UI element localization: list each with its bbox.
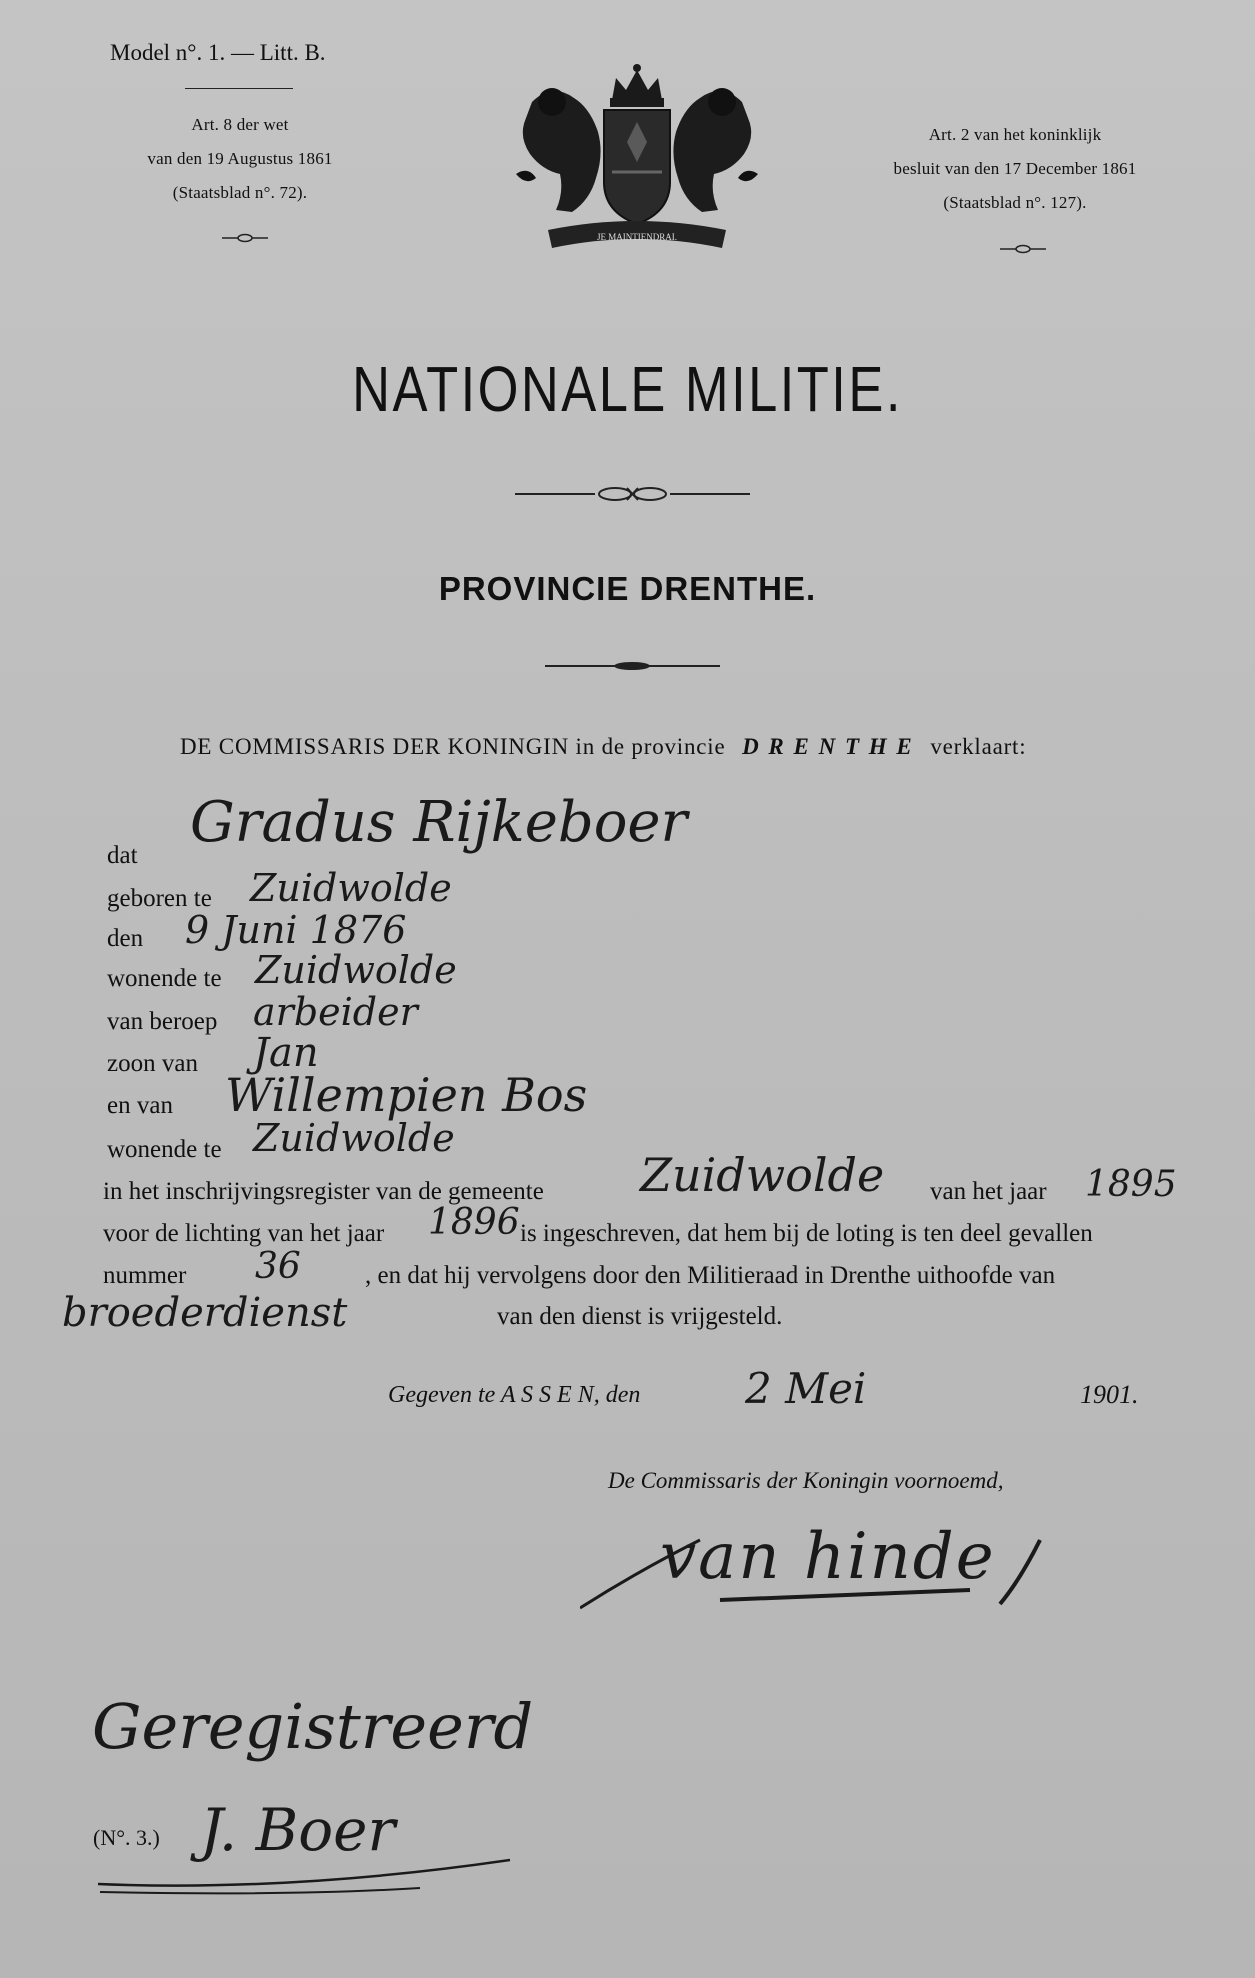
divider (185, 88, 293, 89)
intro-part2: verklaart: (930, 734, 1027, 759)
intro-province: D R E N T H E (742, 734, 914, 759)
flourish-icon (998, 243, 1048, 255)
geboren-label: geboren te (107, 885, 212, 912)
wonende2-value: Zuidwolde (253, 1116, 455, 1160)
intro-part1: DE COMMISSARIS DER KONINGIN in de provincie (180, 734, 726, 759)
reden-value: broederdienst (62, 1290, 348, 1336)
right-ref-line: (Staatsblad n°. 127). (943, 193, 1087, 212)
zoon-value: Jan (253, 1030, 319, 1076)
page-title: NATIONALE MILITIE. (352, 353, 903, 425)
closing-date: 2 Mei (745, 1364, 867, 1413)
lichting-rest: is ingeschreven, dat hem bij de loting is ten deel gevallen (520, 1220, 1093, 1247)
geregistreerd-text: Geregistreerd (92, 1690, 534, 1763)
dat-value: Gradus Rijkeboer (190, 790, 688, 855)
den-label: den (107, 925, 144, 952)
registration-number: (N°. 3.) (93, 1825, 160, 1850)
zoon-label: zoon van (107, 1050, 198, 1077)
ornament-divider-icon (545, 658, 720, 674)
lichting-text: voor de lichting van het jaar (103, 1220, 385, 1247)
registration-flourish-icon (90, 1840, 520, 1900)
wonende2-label: wonende te (107, 1136, 222, 1163)
closing-year: 1901. (1080, 1380, 1139, 1409)
register-text: in het inschrijvingsregister van de gemeente (103, 1178, 544, 1205)
reden-rest: van den dienst is vrijgesteld. (497, 1303, 783, 1330)
nummer-rest: , en dat hij vervolgens door den Militieraad in Drenthe uithoofde van (365, 1262, 1056, 1289)
register-gemeente: Zuidwolde (640, 1148, 885, 1202)
emblem-motto: JE MAINTIENDRAI. (597, 232, 677, 242)
beroep-label: van beroep (107, 1008, 218, 1035)
nummer-label: nummer (103, 1262, 187, 1289)
intro-line (180, 734, 1026, 760)
wonende-label: wonende te (107, 965, 222, 992)
right-reference (880, 118, 1150, 220)
gegeven-line: Gegeven te A S S E N, den (388, 1382, 641, 1408)
signature-stroke-icon (580, 1500, 1060, 1620)
envan-label: en van (107, 1092, 173, 1119)
den-value: 9 Juni 1876 (185, 908, 407, 952)
right-ref-line: Art. 2 van het koninklijk (928, 125, 1102, 144)
ornament-divider-icon (515, 484, 750, 504)
left-ref-line: van den 19 Augustus 1861 (147, 149, 333, 168)
lichting-jaar: 1896 (428, 1202, 520, 1243)
model-line: Model n°. 1. — Litt. B. (110, 40, 326, 65)
geboren-value: Zuidwolde (250, 866, 452, 910)
wonende-value: Zuidwolde (255, 948, 457, 992)
commissaris-signature (580, 1500, 1060, 1620)
beroep-value: arbeider (253, 990, 418, 1034)
left-ref-line: Art. 8 der wet (191, 115, 289, 134)
signature-text: van hinde (660, 1520, 996, 1594)
envan-value: Willempien Bos (225, 1068, 588, 1122)
nummer-value: 36 (255, 1246, 301, 1287)
flourish-icon (220, 232, 270, 244)
register-jaar: 1895 (1085, 1164, 1177, 1205)
province-heading: PROVINCIE DRENTHE. (438, 570, 817, 607)
right-ref-line: besluit van den 17 December 1861 (893, 159, 1137, 178)
registration-signature: J. Boer (200, 1796, 396, 1864)
coat-of-arms-icon (512, 62, 762, 254)
left-reference (110, 108, 370, 210)
left-ref-line: (Staatsblad n°. 72). (172, 183, 308, 202)
commissaris-line: De Commissaris der Koningin voornoemd, (608, 1468, 1004, 1493)
dat-label: dat (107, 842, 138, 869)
register-jaar-label: van het jaar (930, 1178, 1047, 1205)
